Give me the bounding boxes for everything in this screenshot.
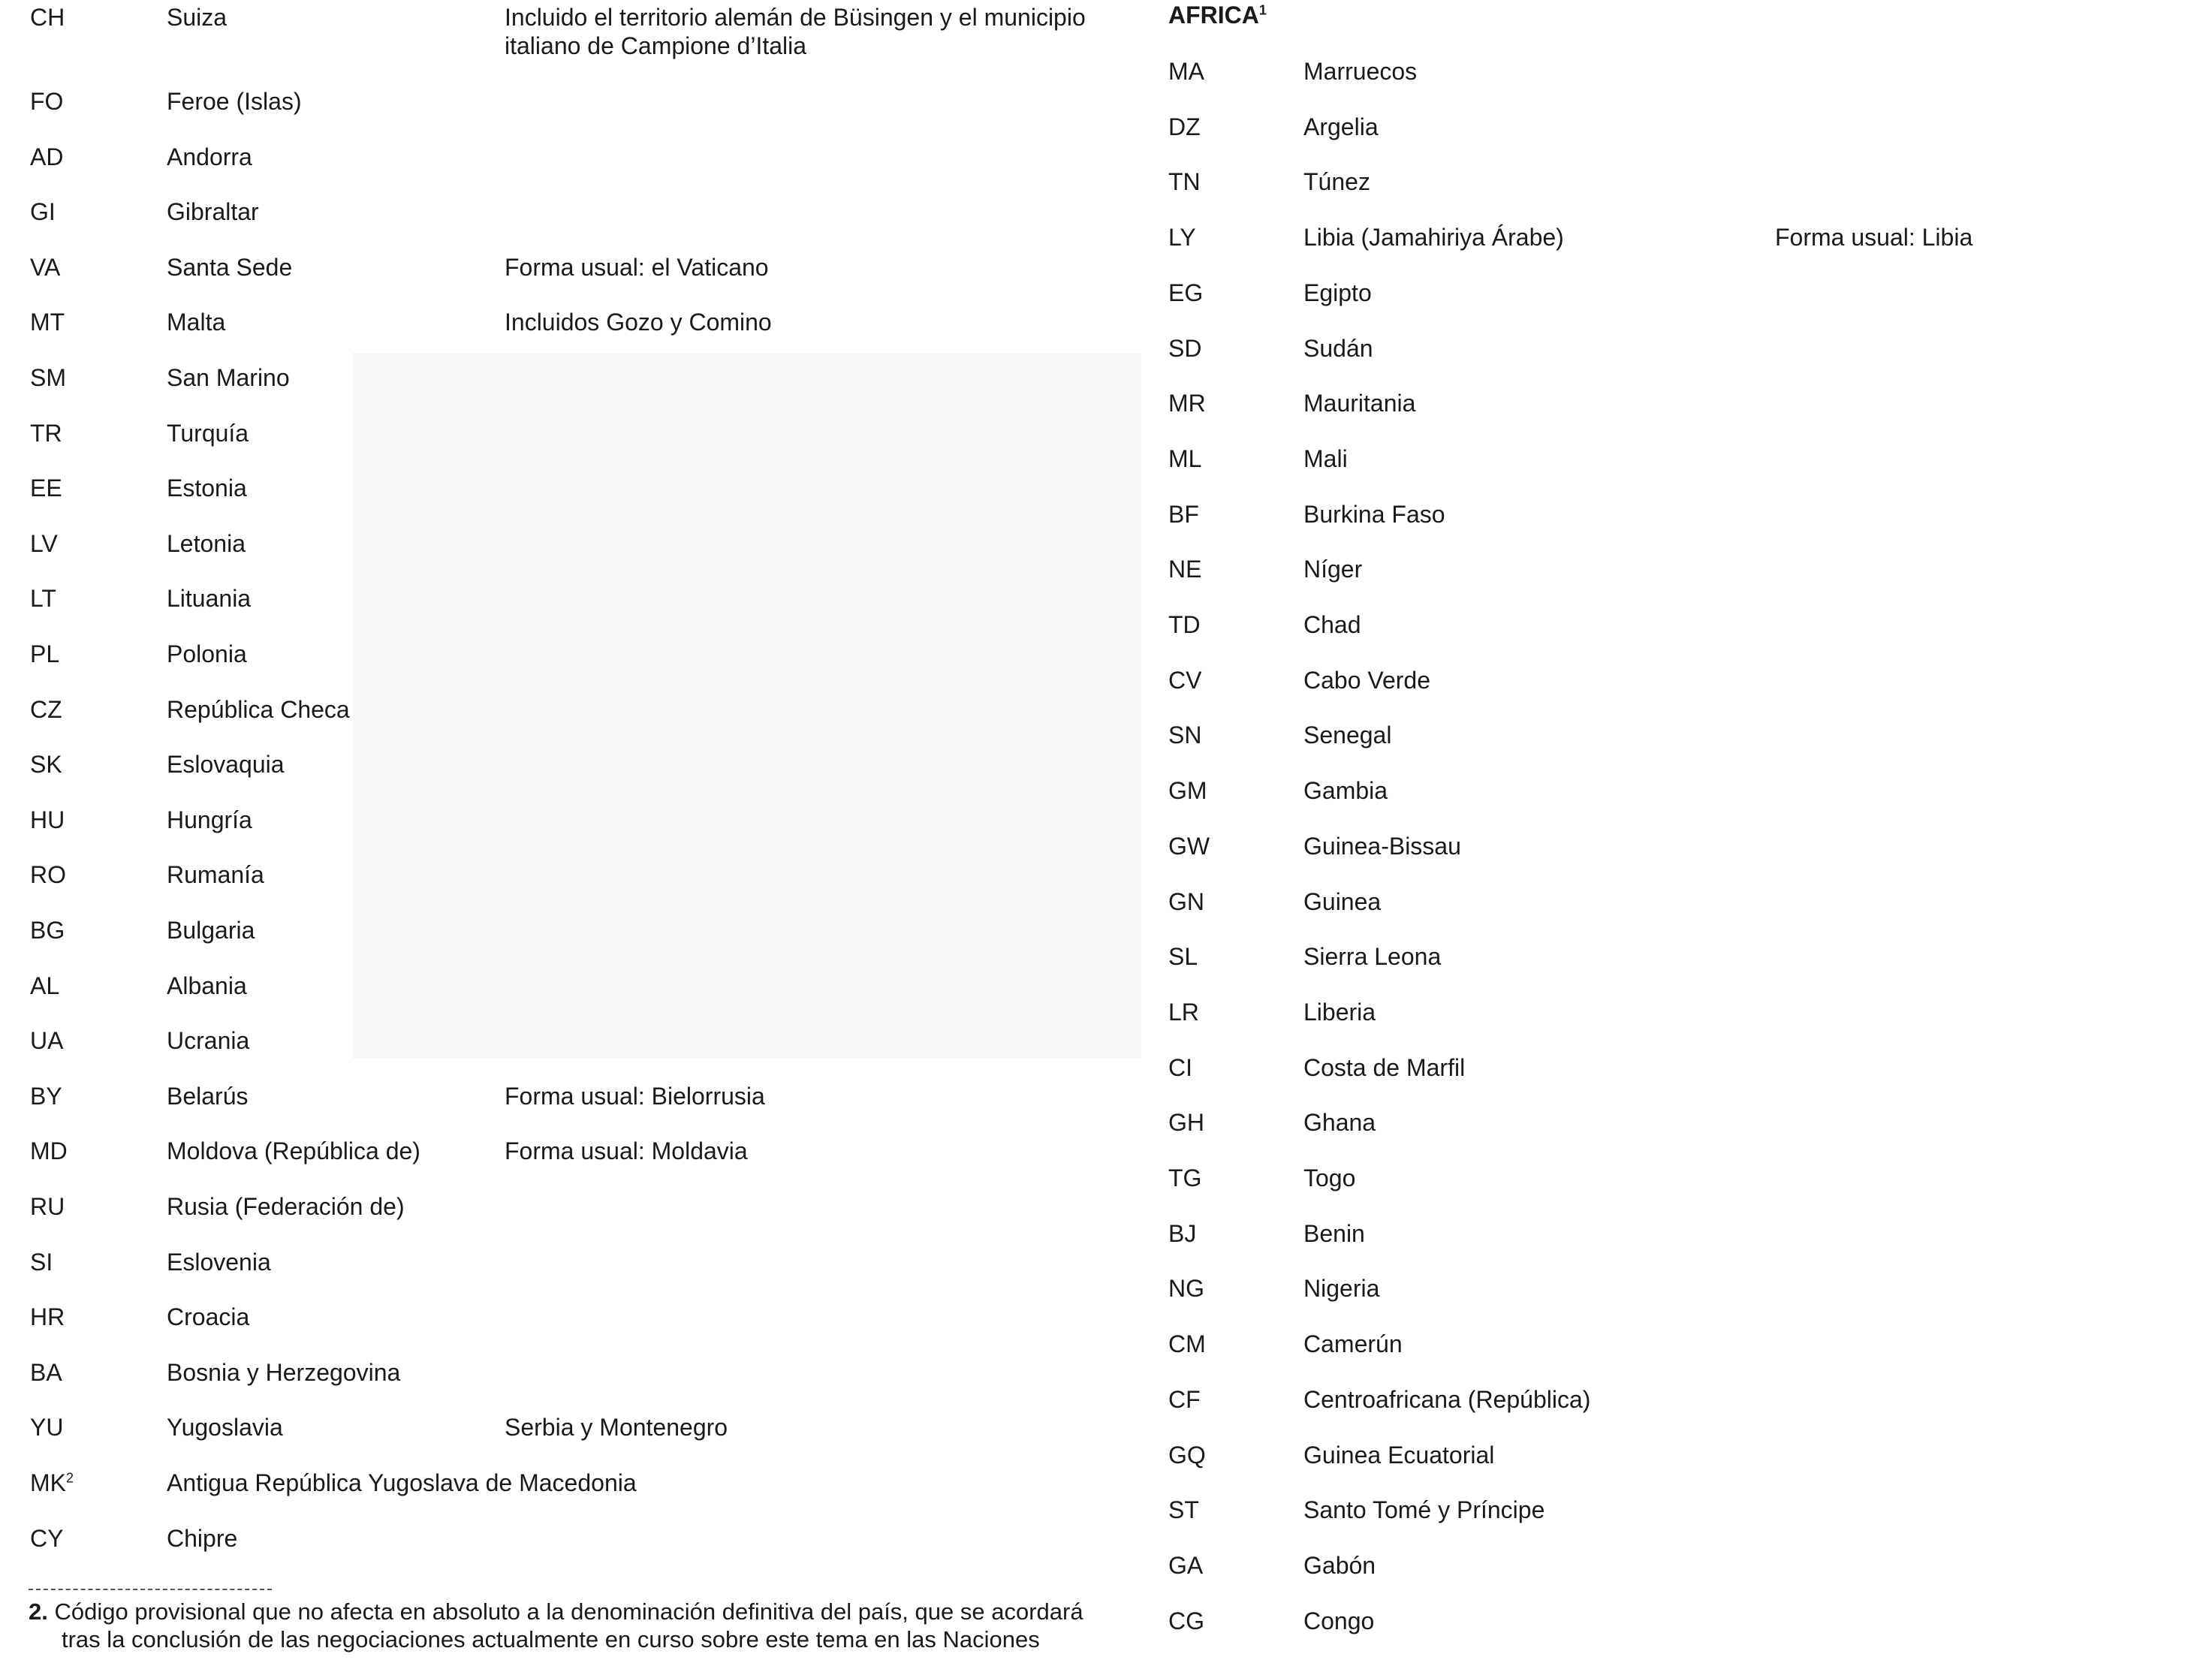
country-code-text: GA <box>1168 1551 1204 1579</box>
country-code-text: NE <box>1168 556 1202 583</box>
country-code-text: GN <box>1168 887 1204 915</box>
country-code-text: HU <box>30 806 65 833</box>
table-row <box>1141 444 2212 490</box>
country-code <box>1168 500 1199 529</box>
country-name: Bosnia y Herzegovina <box>167 1358 401 1386</box>
country-code <box>30 87 63 116</box>
country-name: Benin <box>1303 1219 1365 1247</box>
country-code <box>1168 1607 1204 1635</box>
country-code-text: MR <box>1168 390 1206 417</box>
table-row <box>1141 610 2212 655</box>
country-code <box>30 253 60 282</box>
country-name: Níger <box>1303 556 1363 583</box>
table-row <box>1141 1274 2212 1319</box>
country-note: Incluido el territorio alemán de Büsingen y el municipio italiano de Campione d’Italia <box>505 4 1086 59</box>
country-name: Guinea <box>1303 887 1382 915</box>
section-title-footnote-mark: 1 <box>1258 2 1267 18</box>
country-code-text: AL <box>30 972 60 999</box>
country-code-text: LT <box>30 585 56 613</box>
table-row <box>1141 776 2212 821</box>
table-row <box>1141 1441 2212 1486</box>
table-row <box>1141 57 2212 102</box>
table-row <box>0 972 1141 1017</box>
table-row <box>1141 1164 2212 1209</box>
country-name: Chad <box>1303 611 1361 638</box>
country-code <box>30 1137 68 1165</box>
country-code-text: SI <box>30 1248 53 1276</box>
table-row <box>0 806 1141 851</box>
country-name: Bulgaria <box>167 917 255 944</box>
country-code-text: CM <box>1168 1330 1206 1358</box>
table-row <box>1141 998 2212 1043</box>
country-code-text: RU <box>30 1193 65 1220</box>
country-code <box>30 750 62 779</box>
table-row <box>0 529 1141 574</box>
country-code <box>30 916 65 944</box>
table-row <box>1141 279 2212 324</box>
country-code-text: GH <box>1168 1109 1204 1137</box>
table-row <box>1141 223 2212 268</box>
table-row <box>0 3 1141 59</box>
country-code <box>1168 555 1201 583</box>
country-code <box>30 1358 62 1387</box>
country-code-text: ST <box>1168 1496 1199 1524</box>
table-row <box>0 1082 1141 1127</box>
country-code <box>30 419 62 447</box>
table-row <box>0 1303 1141 1348</box>
country-code <box>1168 721 1201 749</box>
country-code <box>1168 1385 1201 1414</box>
country-code <box>1168 666 1201 694</box>
country-name: Croacia <box>167 1303 250 1331</box>
table-row <box>0 750 1141 795</box>
country-note: Forma usual: el Vaticano <box>505 253 769 281</box>
footnote-separator <box>29 1589 272 1590</box>
country-note: Incluidos Gozo y Comino <box>505 309 772 336</box>
country-code <box>30 695 62 724</box>
country-code <box>1168 1330 1206 1358</box>
country-name: Feroe (Islas) <box>167 88 302 115</box>
table-row <box>1141 500 2212 545</box>
country-name: Marruecos <box>1303 58 1418 85</box>
table-row <box>0 860 1141 905</box>
country-name: Eslovenia <box>167 1248 271 1276</box>
country-name: Albania <box>167 972 247 999</box>
country-code <box>30 1524 63 1553</box>
country-code <box>30 860 66 889</box>
country-code <box>1168 1441 1206 1469</box>
table-row <box>0 87 1141 132</box>
country-code <box>30 1413 63 1442</box>
country-name: Guinea Ecuatorial <box>1303 1441 1495 1469</box>
country-code-text: BY <box>30 1082 62 1110</box>
country-code-text: CI <box>1168 1053 1192 1081</box>
country-code-text: CZ <box>30 695 62 723</box>
country-name: Liberia <box>1303 998 1376 1026</box>
country-name: Egipto <box>1303 279 1372 306</box>
country-code-text: MT <box>30 309 65 336</box>
table-row <box>0 1248 1141 1293</box>
country-code-text: LY <box>1168 224 1196 252</box>
country-code-text: NG <box>1168 1275 1204 1303</box>
country-code <box>30 143 63 171</box>
table-row <box>0 640 1141 685</box>
country-name: Nigeria <box>1303 1275 1380 1303</box>
country-code-text: BF <box>1168 500 1199 528</box>
country-code-text: SK <box>30 751 62 779</box>
country-code-text: PL <box>30 640 60 667</box>
country-code <box>30 363 66 392</box>
footnote-mark: 2 <box>66 1470 74 1486</box>
country-code <box>30 474 62 502</box>
country-note: Forma usual: Moldavia <box>505 1137 748 1165</box>
country-code <box>30 308 65 336</box>
country-code <box>1168 1108 1204 1137</box>
country-code-text: UA <box>30 1027 64 1055</box>
country-code-text: GQ <box>1168 1441 1206 1469</box>
country-code <box>30 1026 63 1055</box>
country-code <box>30 1248 53 1276</box>
country-code <box>1168 444 1201 473</box>
country-code <box>1168 334 1201 363</box>
country-name: Suiza <box>167 4 228 31</box>
country-note: Serbia y Montenegro <box>505 1414 728 1442</box>
country-name: Lituania <box>167 585 252 613</box>
table-row <box>1141 1053 2212 1098</box>
table-row <box>0 1524 1141 1569</box>
country-code-text: SM <box>30 364 66 391</box>
table-row <box>1141 832 2212 877</box>
table-row <box>0 1469 1141 1514</box>
country-name: Yugoslavia <box>167 1414 283 1442</box>
table-row <box>1141 1108 2212 1153</box>
table-row <box>1141 1330 2212 1375</box>
country-code-text: CH <box>30 4 65 31</box>
country-code-text: MK <box>30 1469 66 1496</box>
country-code <box>30 584 56 613</box>
country-name: Libia (Jamahiriya Árabe) <box>1303 224 1564 252</box>
country-code <box>1168 1274 1204 1303</box>
country-name: Mauritania <box>1303 390 1416 417</box>
country-name: Rumanía <box>167 861 264 889</box>
country-name: Belarús <box>167 1082 249 1110</box>
table-row <box>0 419 1141 464</box>
table-row <box>0 363 1141 408</box>
country-note: Forma usual: Bielorrusia <box>505 1082 765 1110</box>
table-row <box>0 584 1141 629</box>
table-row <box>1141 334 2212 379</box>
country-name: Sudán <box>1303 334 1373 362</box>
country-name: Togo <box>1303 1164 1356 1192</box>
country-code-text: HR <box>30 1303 65 1331</box>
country-code <box>30 1469 74 1497</box>
country-code-text: YU <box>30 1414 64 1442</box>
footnote-number: 2. <box>29 1598 48 1625</box>
table-row <box>0 143 1141 188</box>
table-row <box>0 474 1141 519</box>
table-row <box>1141 1219 2212 1264</box>
country-code <box>30 197 56 226</box>
country-code <box>1168 1164 1201 1192</box>
table-row <box>0 1137 1141 1182</box>
country-code-text: CF <box>1168 1385 1201 1413</box>
table-row <box>0 695 1141 740</box>
country-name: San Marino <box>167 364 290 391</box>
table-row <box>0 253 1141 298</box>
country-code <box>30 529 58 558</box>
table-row <box>1141 167 2212 212</box>
country-code-text: GI <box>30 198 56 226</box>
country-code-text: GM <box>1168 777 1207 805</box>
country-name: Cabo Verde <box>1303 666 1431 694</box>
table-row <box>0 1413 1141 1458</box>
country-code <box>30 1082 62 1110</box>
country-code-text: TR <box>30 419 62 447</box>
country-name: Santo Tomé y Príncipe <box>1303 1496 1545 1524</box>
footnote <box>29 1598 1095 1653</box>
table-row <box>1141 113 2212 158</box>
country-name: Gibraltar <box>167 198 259 226</box>
country-name: República Checa <box>167 695 350 723</box>
country-code-text: SD <box>1168 334 1202 362</box>
section-title-text: AFRICA <box>1168 2 1259 29</box>
table-row <box>1141 1496 2212 1541</box>
country-code <box>30 3 65 32</box>
country-name: Santa Sede <box>167 253 293 281</box>
country-name: Sierra Leona <box>1303 943 1442 971</box>
country-code-text: EE <box>30 474 62 502</box>
country-name: Burkina Faso <box>1303 500 1445 528</box>
country-code-text: CV <box>1168 666 1202 694</box>
table-row <box>1141 721 2212 766</box>
country-code-text: RO <box>30 861 66 889</box>
country-name: Centroafricana (República) <box>1303 1385 1591 1413</box>
country-code-text: CG <box>1168 1607 1204 1634</box>
country-code <box>30 972 59 1000</box>
country-code-text: VA <box>30 253 61 281</box>
country-code-text: TN <box>1168 168 1201 196</box>
country-code <box>1168 887 1204 916</box>
country-code <box>1168 1551 1203 1580</box>
country-name: Senegal <box>1303 722 1392 749</box>
country-code <box>1168 279 1203 307</box>
country-code-text: AD <box>30 143 64 170</box>
country-name: Guinea-Bissau <box>1303 832 1461 860</box>
country-code <box>1168 389 1206 417</box>
country-code-text: BG <box>30 917 65 944</box>
country-code-text: TG <box>1168 1164 1202 1192</box>
country-code-text: MA <box>1168 58 1204 85</box>
country-code <box>1168 1496 1199 1524</box>
country-code-text: BJ <box>1168 1219 1197 1247</box>
country-name: Polonia <box>167 640 247 667</box>
country-name: Túnez <box>1303 168 1370 196</box>
country-code-text: ML <box>1168 444 1202 472</box>
country-code <box>30 806 65 834</box>
country-name: Andorra <box>167 143 252 170</box>
country-name: Gabón <box>1303 1551 1376 1579</box>
country-code-text: LR <box>1168 998 1199 1026</box>
country-code <box>1168 57 1204 86</box>
country-code <box>1168 167 1201 196</box>
country-name: Ghana <box>1303 1109 1376 1137</box>
country-name: Ucrania <box>167 1027 250 1055</box>
country-code <box>1168 610 1201 639</box>
country-code-text: BA <box>30 1358 62 1386</box>
country-name: Letonia <box>167 529 246 557</box>
country-name: Rusia (Federación de) <box>167 1193 405 1220</box>
table-row <box>1141 1607 2212 1652</box>
country-name: Moldova (República de) <box>167 1137 420 1165</box>
table-row <box>1141 389 2212 434</box>
table-row <box>1141 887 2212 932</box>
country-code-text: LV <box>30 529 58 557</box>
country-code-text: CY <box>30 1524 64 1552</box>
country-code-text: DZ <box>1168 113 1201 140</box>
country-code-text: FO <box>30 88 64 115</box>
country-code <box>1168 223 1196 252</box>
country-code <box>1168 113 1201 141</box>
footnote-line-1: Código provisional que no afecta en absoluto a la denominación definitiva del país, que se acordará <box>54 1598 1083 1625</box>
table-row <box>1141 1385 2212 1430</box>
country-code <box>1168 1053 1192 1082</box>
country-name: Costa de Marfil <box>1303 1053 1466 1081</box>
country-code-text: MD <box>30 1137 68 1165</box>
table-row <box>0 197 1141 243</box>
country-code-text: GW <box>1168 832 1210 860</box>
country-name: Hungría <box>167 806 252 833</box>
table-row <box>0 1026 1141 1071</box>
country-code-text: SL <box>1168 943 1198 971</box>
country-name: Estonia <box>167 474 247 502</box>
country-code <box>1168 1219 1196 1248</box>
country-code <box>1168 776 1207 805</box>
country-code-text: TD <box>1168 611 1201 638</box>
country-code <box>30 1192 65 1221</box>
table-row <box>1141 555 2212 600</box>
country-name: Antigua República Yugoslava de Macedonia <box>167 1469 637 1496</box>
country-name: Congo <box>1303 1607 1375 1634</box>
country-code <box>30 1303 65 1331</box>
table-row <box>1141 666 2212 711</box>
country-name: Eslovaquia <box>167 751 285 779</box>
country-name: Chipre <box>167 1524 238 1552</box>
table-row <box>1141 942 2212 987</box>
table-row <box>0 1192 1141 1237</box>
table-row <box>1141 1551 2212 1596</box>
footnote-line-2: tras la conclusión de las negociaciones actualmente en curso sobre este tema en las Naciones <box>62 1626 1040 1652</box>
country-name: Malta <box>167 309 226 336</box>
country-name: Gambia <box>1303 777 1388 805</box>
country-name: Turquía <box>167 419 249 447</box>
country-code <box>1168 832 1210 860</box>
table-row <box>0 1358 1141 1403</box>
country-name: Argelia <box>1303 113 1379 140</box>
country-code <box>1168 942 1198 971</box>
country-code-text: SN <box>1168 722 1202 749</box>
country-code-text: EG <box>1168 279 1204 306</box>
table-row <box>0 916 1141 961</box>
country-name: Camerún <box>1303 1330 1403 1358</box>
country-name: Mali <box>1303 444 1348 472</box>
country-code <box>30 640 59 668</box>
table-row <box>0 308 1141 353</box>
country-note: Forma usual: Libia <box>1775 224 1973 252</box>
section-title <box>1168 0 1267 30</box>
country-code <box>1168 998 1199 1026</box>
